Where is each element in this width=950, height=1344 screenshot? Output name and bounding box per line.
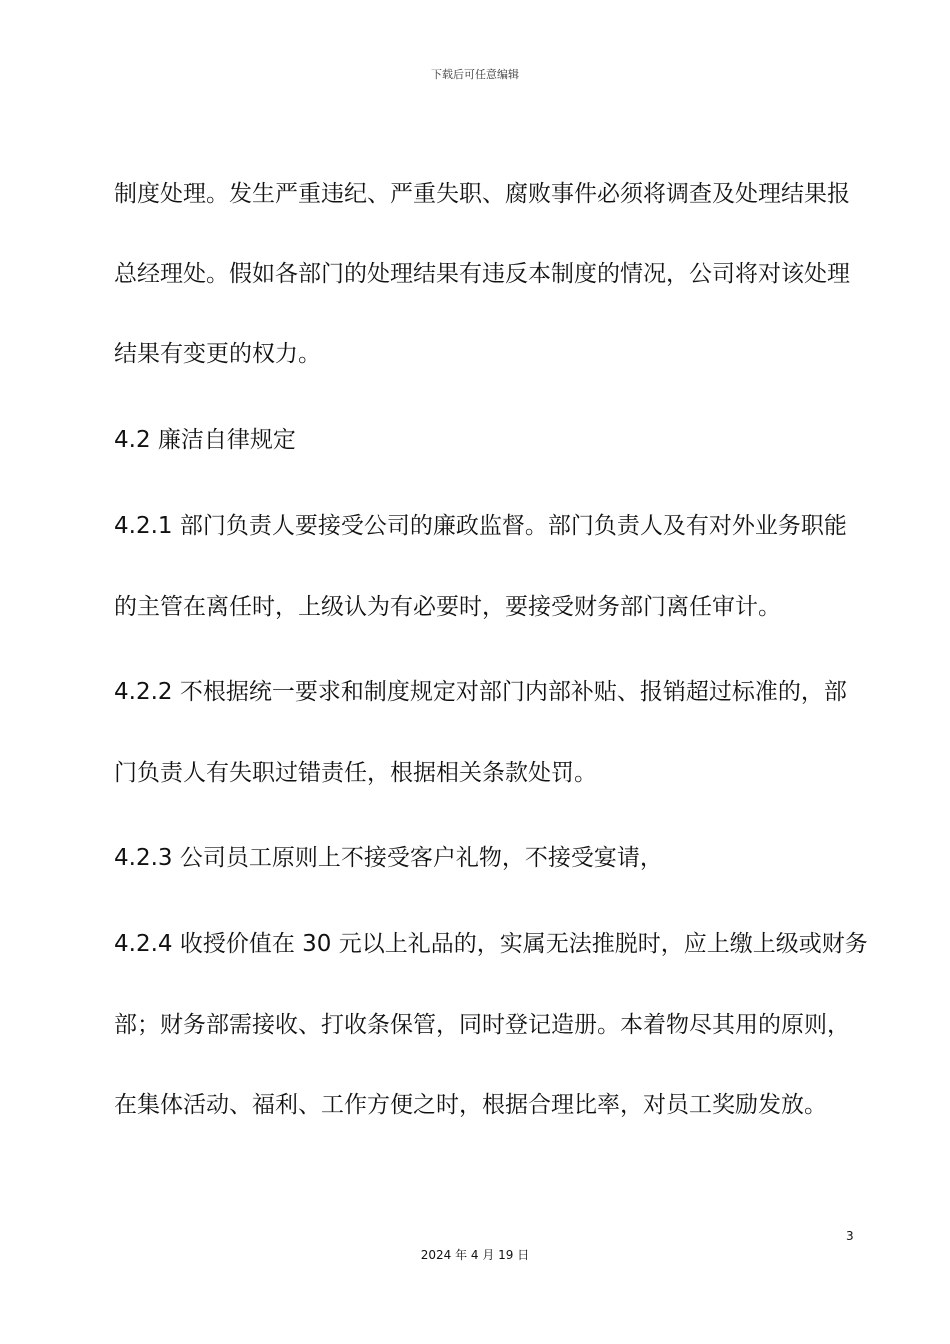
page-number: 3 [846,1229,854,1243]
body-line: 4.2.4 收授价值在 30 元以上礼品的，实属无法推脱时，应上缴上级或财务 [114,931,868,957]
page-header: 下载后可任意编辑 [431,68,519,81]
body-line: 制度处理。发生严重违纪、严重失职、腐败事件必须将调查及处理结果报 [114,181,850,207]
body-line: 结果有变更的权力。 [114,341,321,367]
body-line: 总经理处。假如各部门的处理结果有违反本制度的情况，公司将对该处理 [114,261,850,287]
body-line: 在集体活动、福利、工作方便之时，根据合理比率，对员工奖励发放。 [114,1092,827,1118]
body-line: 部；财务部需接收、打收条保管，同时登记造册。本着物尽其用的原则， [114,1012,850,1038]
body-line: 4.2.1 部门负责人要接受公司的廉政监督。部门负责人及有对外业务职能 [114,513,847,539]
body-line: 4.2.2 不根据统一要求和制度规定对部门内部补贴、报销超过标准的，部 [114,679,847,705]
footer-date: 2024 年 4 月 19 日 [420,1248,530,1262]
body-line: 的主管在离任时，上级认为有必要时，要接受财务部门离任审计。 [114,594,781,620]
section-heading: 4.2 廉洁自律规定 [114,427,296,453]
body-line: 门负责人有失职过错责任，根据相关条款处罚。 [114,760,597,786]
body-line: 4.2.3 公司员工原则上不接受客户礼物，不接受宴请， [114,845,663,871]
